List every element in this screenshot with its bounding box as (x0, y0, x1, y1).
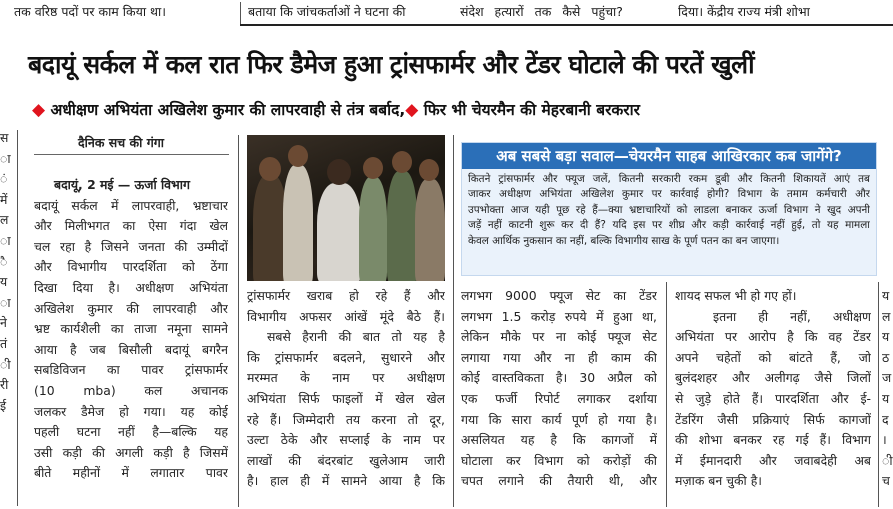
text-line: अपने चहेतों को बांटते हैं, जो (675, 349, 871, 365)
text-line: कोई वास्तविकता है। 30 अप्रैल को (461, 370, 657, 386)
callout-box (461, 142, 877, 276)
top-strip-right: दिया। केंद्रीय राज्य मंत्री शोभा (678, 4, 810, 19)
edge-char: य (882, 329, 890, 345)
subheadline-part2: फिर भी चेयरमैन की मेहरबानी बरकरार (423, 101, 641, 119)
edge-char: ै (0, 253, 8, 269)
text-line: अभियंता सिर्फ फाइलों में खेल खेल (247, 390, 445, 406)
edge-char: । (882, 432, 887, 448)
article-column-4 (675, 286, 871, 492)
text-line: एक फर्जी रिपोर्ट लगाकर दर्शाया (461, 390, 657, 406)
text-line: असलियत यह है कि कागजों में (461, 432, 657, 448)
text-line: चल रहा है जिसने जनता की उम्मीदों (34, 238, 228, 254)
edge-char: ा (0, 294, 11, 310)
article-column-2 (247, 286, 445, 492)
text-line: गया कि सारा कार्य पूर्ण हो गया है। (461, 411, 657, 427)
text-line: जलकर डैमेज हो गया। यह कोई (34, 403, 228, 419)
edge-char: तं (0, 335, 8, 351)
text-line: रहे हैं। जिम्मेदारी तय करना तो दूर, (247, 411, 445, 427)
col-divider (17, 130, 18, 506)
text-line: ट्रांसफार्मर खराब हो रहे हैं और (247, 288, 445, 303)
text-line: कि ट्रांसफार्मर बदलने, सुधारने और (247, 349, 445, 365)
edge-char: ठ (882, 349, 890, 365)
text-line: और विभागीय पारदर्शिता को ठेंगा (34, 259, 228, 275)
top-strip-middle-b: संदेश हत्यारों तक कैसे पहुंचा? (460, 4, 623, 19)
subheadline (32, 98, 640, 120)
text-line: उल्टा ठेके और सप्लाई के नाम पर (247, 432, 445, 448)
col-divider (878, 282, 879, 507)
right-edge-column (882, 286, 893, 492)
news-photo (247, 135, 445, 281)
text-line: सबडिविजन का पावर ट्रांसफार्मर (34, 362, 228, 378)
text-line: लाखों की बंदरबांट खुलेआम जारी (247, 452, 445, 468)
text-line: शायद सफल भी हो गए हों। (675, 288, 797, 303)
callout-line: जाकर अधीक्षण अभियंता अखिलेश कुमार पर कार्रवाई होगी? विभाग के तमाम कर्मचारी और (468, 188, 870, 201)
article-column-1 (34, 175, 228, 484)
text-line: बदायूं सर्कल में लापरवाही, भ्रष्टाचार (34, 197, 228, 213)
text-line: से जुड़े होते हैं। पारदर्शिता और ई- (675, 390, 871, 406)
text-line: लगभग 1.5 करोड़ रुपये में हुआ था, (461, 308, 657, 324)
text-line: सबसे हैरानी की बात तो यह है (267, 329, 445, 345)
edge-char: ल (0, 212, 9, 228)
top-rule (240, 24, 893, 26)
callout-title: अब सबसे बड़ा सवाल—चेयरमैन साहब आखिरकार कब जागेंगे? (462, 143, 876, 169)
text-line: घोटाला कर विभाग को करोड़ों की (461, 452, 657, 468)
text-line: उसी कड़ी की अगली कड़ी है जिसमें (34, 444, 228, 460)
text-line: इतना ही नहीं, अधीक्षण (713, 308, 871, 324)
text-line: पहली घटना नहीं है—बल्कि यह (34, 424, 228, 440)
red-diamond-icon: ◆ (32, 100, 46, 120)
edge-char: ी (0, 356, 11, 372)
text-line: बीते महीनों में लगातार पावर (34, 465, 228, 481)
callout-body (462, 169, 876, 252)
red-diamond-icon: ◆ (405, 100, 419, 120)
text-line: मरम्मत के नाम पर अधीक्षण (247, 370, 445, 386)
byline-rule (34, 154, 229, 155)
edge-char: में (0, 191, 8, 207)
text-line: विभागीय अफसर आंखें मूंदे बैठे हैं। (247, 308, 445, 324)
callout-line: उपभोक्ता आज यही पूछ रहे हैं—क्या भ्रष्टाचारियों को लाडला बनाकर ऊर्जा विभाग ने खुद अपनी (468, 203, 870, 216)
top-strip-middle-a: बताया कि जांचकर्ताओं ने घटना की (248, 4, 406, 19)
text-line: भ्रष्ट कार्यशैली का ताजा नमूना सामने (34, 321, 228, 337)
text-line: अखिलेश कुमार की लापरवाही और (34, 300, 228, 316)
text-line: लेकिन मौके पर ना कोई फ्यूज सेट (461, 329, 657, 345)
text-line: लगाया गया और ना ही काम की (461, 349, 657, 365)
text-line: चपत लगाने की तैयारी थी, और (461, 473, 657, 489)
text-line: की शोभा बनकर रह गई हैं। विभाग (675, 432, 871, 448)
text-line: अभियंता पर आरोप है कि वह टेंडर (675, 329, 871, 345)
edge-char: री (0, 377, 9, 393)
subheadline-part1: अधीक्षण अभियंता अखिलेश कुमार की लापरवाही से तंत्र बर्बाद, (50, 101, 406, 119)
text-line: बुलंदशहर और अलीगढ़ जैसे जिलों (675, 370, 871, 386)
callout-line: जड़ें नहीं काटनी शुरू कर दी हैं? यदि इस पर शीघ्र और कड़ी कार्रवाई नहीं हुई, तो यह मामला (468, 219, 870, 232)
edge-char: य (0, 274, 8, 290)
text-line: टेंडरिंग जैसी प्रक्रियाएं सिर्फ कागजों (675, 411, 871, 427)
edge-char: द (882, 411, 889, 427)
edge-char: य (882, 288, 890, 303)
callout-line: केवल आर्थिक नुकसान का नहीं, बल्कि विभागीय साख के पूर्ण पतन का बन जाएगा। (468, 234, 780, 247)
text-line: लगभग 9000 फ्यूज सेट का टेंडर (461, 288, 657, 303)
top-strip-left: तक वरिष्ठ पदों पर काम किया था। (14, 4, 167, 19)
text-line: है। हाल ही में सामने आया है कि (247, 473, 445, 489)
headline: बदायूं सर्कल में कल रात फिर डैमेज हुआ ट्रांसफार्मर और टेंडर घोटाले की परतें खुलीं (28, 50, 755, 79)
text-line (34, 175, 228, 196)
edge-char: ल (882, 308, 891, 324)
left-edge-column (0, 128, 12, 416)
edge-char: य (882, 390, 890, 406)
top-divider (240, 2, 241, 24)
text-line: दिखा दिया है। अधीक्षण अभियंता (34, 279, 228, 295)
col-divider (453, 135, 454, 507)
col-divider (666, 282, 667, 507)
text-line: में ईमानदारी और जवाबदेही अब (675, 452, 871, 468)
edge-char: ा (0, 150, 11, 166)
callout-line: कितने ट्रांसफार्मर और फ्यूज जलें, कितनी सरकारी रकम डूबी और कितनी शिकायतें आएं तब (468, 173, 870, 185)
text-line: आया है जब बिसौली बदायूं बगरैन (34, 341, 228, 357)
edge-char: ं (0, 171, 8, 187)
byline: दैनिक सच की गंगा (78, 135, 165, 150)
text-line: मज़ाक बन चुकी है। (675, 473, 762, 489)
col-divider (238, 135, 239, 507)
article-column-3 (461, 286, 657, 492)
edge-char: ा (0, 232, 11, 248)
edge-char: ी (882, 452, 893, 468)
dateline: बदायूं, 2 मई — ऊर्जा विभाग (54, 177, 190, 192)
edge-char: च (882, 473, 890, 489)
edge-char: ने (0, 315, 7, 331)
text-line: और मिलीभगत का ऐसा गंदा खेल (34, 218, 228, 234)
text-line: (10 mba) कल अचानक (34, 382, 228, 398)
edge-char: स (0, 130, 9, 145)
edge-char: ई (0, 397, 7, 413)
edge-char: ज (882, 370, 892, 386)
